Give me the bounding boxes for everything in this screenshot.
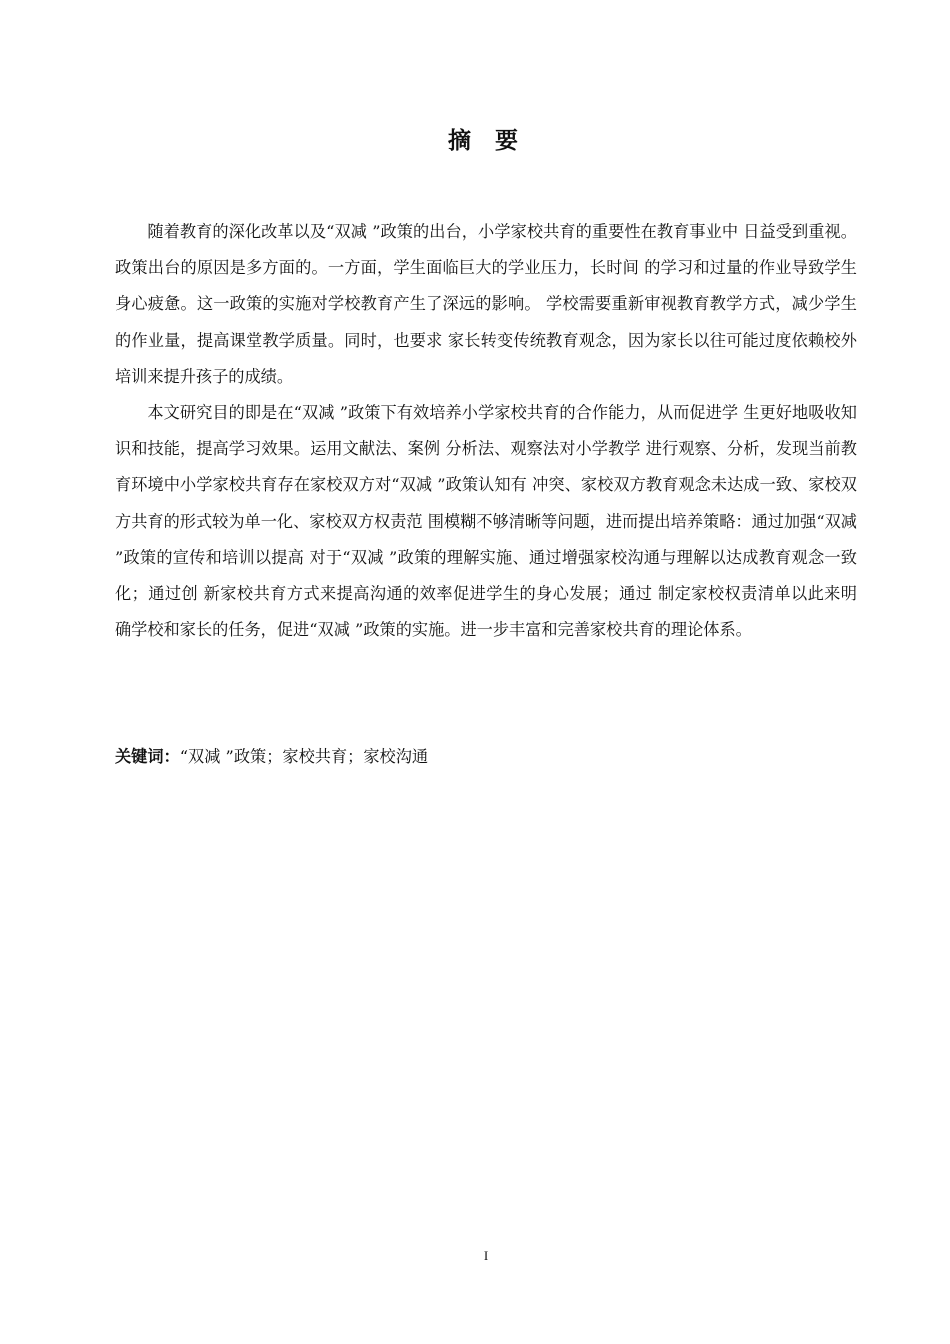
page-number: I: [483, 1248, 489, 1263]
abstract-title-part2: 要: [495, 128, 520, 154]
abstract-body: [115, 214, 857, 648]
abstract-paragraph-1: 随着教育的深化改革以及“双减 ”政策的出台，小学家校共育的重要性在教育事业中 日益受到重视。政策出台的原因是多方面的。一方面，学生面临巨大的学业压力，长时间 的学习和过量的作业导致学生身心疲惫。这一政策的实施对学校教育产生了深远的影响。 学校需要重新审视教育教学方式，减少学生的作业量，提高课堂教学质量。同时，也要求 家长转变传统教育观念，因为家长以往可能过度依赖校外培训来提升孩子的成绩。: [115, 222, 857, 386]
abstract-paragraph-2: 本文研究目的即是在“双减 ”政策下有效培养小学家校共育的合作能力，从而促进学 生更好地吸收知识和技能，提高学习效果。运用文献法、案例 分析法、观察法对小学教学 进行观察、分析，发现当前教育环境中小学家校共育存在家校双方对“双减 ”政策认知有 冲突、家校双方教育观念未达成一致、家校双方共育的形式较为单一化、家校双方权责范 围模糊不够清晰等问题，进而提出培养策略：通过加强“双减 ”政策的宣传和培训以提高 对于“双减 ”政策的理解实施、通过增强家校沟通与理解以达成教育观念一致化；通过创 新家校共育方式来提高沟通的效率促进学生的身心发展；通过 制定家校权责清单以此来明 确学校和家长的任务，促进“双减 ”政策的实施。进一步丰富和完善家校共育的理论体系。: [115, 403, 857, 640]
abstract-title-part1: 摘: [448, 128, 473, 154]
keywords-value: “双减 ”政策；家校共育；家校沟通: [179, 747, 429, 766]
abstract-title: [0, 122, 950, 155]
keywords-label: 关键词：: [115, 747, 180, 766]
keywords-line: [115, 742, 857, 772]
